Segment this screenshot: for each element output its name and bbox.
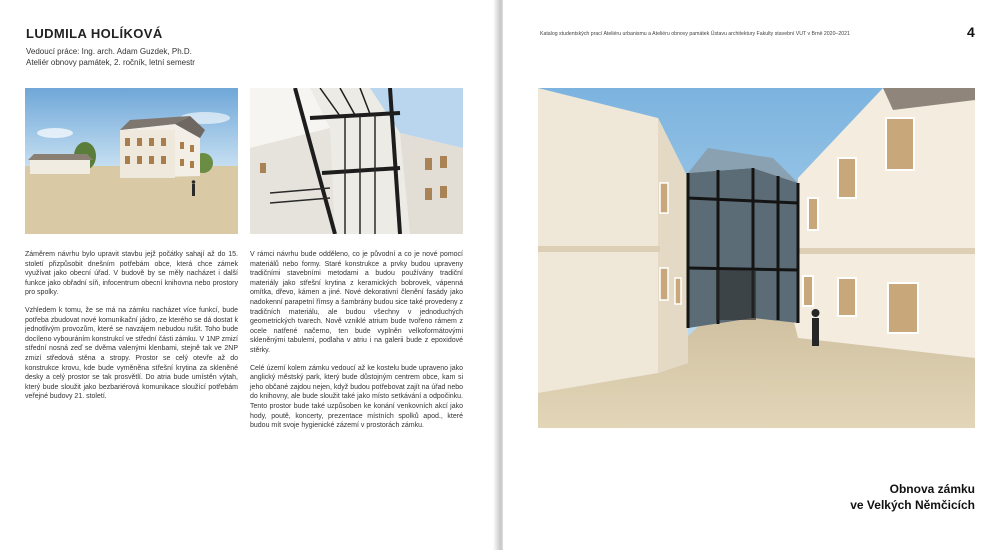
- project-title-line-1: Obnova zámku: [889, 482, 975, 496]
- supervisor-line: Vedoucí práce: Ing. arch. Adam Guzdek, Ph.D.: [26, 47, 192, 56]
- left-page: [0, 0, 497, 550]
- author-name: LUDMILA HOLÍKOVÁ: [26, 26, 163, 41]
- project-meta: [26, 46, 195, 68]
- paragraph: Celé území kolem zámku vedoucí až ke kostelu bude upraveno jako anglický městský park, který bude důstojným centrem obce, kam si jeho občané zajdou nejen, když budou potřebovat zajít na úřad nebo do knihovny, ale bude sloužit také jako místo setkávání a odpočinku. Tento prostor bude také uzpůsoben ke konání venkovních akcí jako hody, poutě, koncerty, prezentace místních spolků apod., které budou mít svoje hygienické zázemí v prostorách zámku.: [250, 364, 463, 430]
- paragraph: Vzhledem k tomu, že se má na zámku nacházet více funkcí, bude potřeba zbudovat nové komunikační jádro, ze kterého se dá dostat k jednotlivým provozům, které se navzájem nebudou rušit. Toho bude docíleno vybouráním konstrukcí ve střední části zámku. V 1NP zmizí střední nosná zeď se dvěma valenými klenbami, stejně tak ve 2NP zmizí středová stěna a stropy. Prostor se celý otevře až do konstrukce krovu, kde bude vyměněna střešní krytina za skleněné desky a celý prostor se tak prosvětlí. Do atria bude umístěn výtah, který bude sloužit jako bezbariérová komunikace sloužící potřebám veřejné budovy 21. století.: [25, 306, 238, 401]
- exterior-render-image: [25, 88, 238, 234]
- catalog-header: Katalog studentských prací Ateliéru urbanismu a Ateliéru obnovy památek Ústavu architektury Fakulty stavební VUT v Brně 2020–2021: [540, 31, 850, 37]
- paragraph: V rámci návrhu bude odděleno, co je původní a co je nové pomocí materiálů nebo formy. Staré konstrukce a prvky budou upraveny tradičními stavebními metodami a budou používány tradiční materiály jako střešní krytina z keramických bobrovek, vápenná omítka, dřevo, kámen a jiné. Nové dekorativní členění fasády jako nadokenní parapetní římsy a šambrány budou sice také provedeny z tradičních materiálu, ale budou všechny v jednoduchých geometrických tvarech. Nově vzniklé atrium bude tvořeno rámem z ocele natřené načerno, ten bude vyplněn velkoformátovými skleněnými tabulemi, podlaha v atriu i na galerii bude z epoxidové stěrky.: [250, 251, 463, 354]
- courtyard-render-image: [538, 88, 975, 428]
- page-number: 4: [967, 24, 975, 40]
- project-title-line-2: ve Velkých Němčicích: [850, 498, 975, 512]
- paragraph: Záměrem návrhu bylo upravit stavbu jejž počátky sahají až do 15. století přizpůsobit dnešním potřebám obce, která chce zámek využívat jako obecní úřad. V budově by se měly nacházet i další funkce jako obřadní síň, infocentrum obecní knihovna nebo prostory pro spolky.: [25, 251, 238, 297]
- studio-line: Ateliér obnovy památek, 2. ročník, letní semestr: [26, 58, 195, 67]
- right-page: [503, 0, 1000, 550]
- project-title: [850, 481, 975, 513]
- description-column-1: [25, 250, 238, 410]
- atrium-render-image: [250, 88, 463, 234]
- description-column-2: [250, 250, 463, 439]
